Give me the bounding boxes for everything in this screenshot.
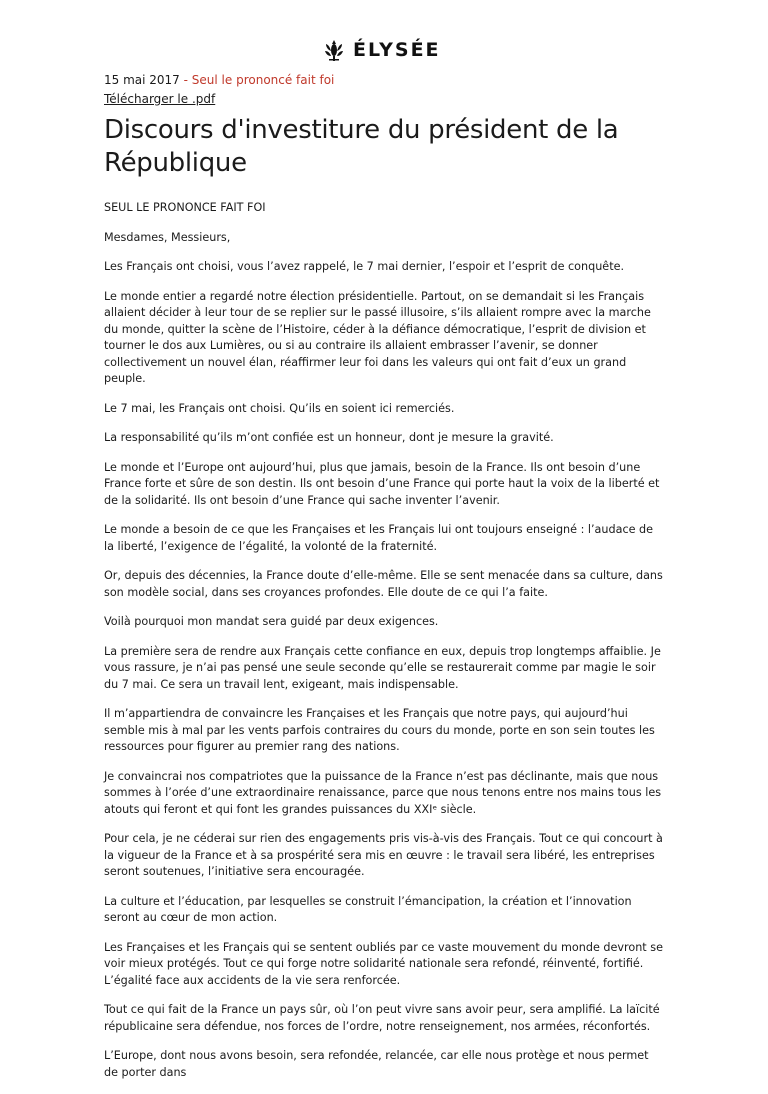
speech-paragraph: Le 7 mai, les Français ont choisi. Qu’ils en soient ici remerciés. xyxy=(104,401,455,415)
page-title: Discours d'investiture du président de la République xyxy=(104,115,619,178)
publish-date: 15 mai 2017 xyxy=(104,73,180,87)
speech-paragraph: Les Françaises et les Français qui se sentent oubliés par ce vaste mouvement du monde devront se voir mieux protégés. Tout ce qui forge notre solidarité nationale sera refondé, réinventé, fortifié. L’égalité face aux accidents de la vie sera renforcée. xyxy=(104,940,663,987)
speech-paragraph: Le monde a besoin de ce que les Françaises et les Français lui ont toujours enseigné : l’audace de la liberté, l’exigence de l’égalité, la volonté de la fraternité. xyxy=(104,523,654,553)
speech-body xyxy=(104,200,664,1081)
meta-separator: - xyxy=(179,73,192,87)
speech-paragraph: Il m’appartiendra de convaincre les Françaises et les Français que notre pays, qui aujourd’hui semble mis à mal par les vents parfois contraires du cours du monde, porte en son sein toutes les ressources pour figurer au premier rang des nations. xyxy=(104,707,655,753)
speech-paragraph: Tout ce qui fait de la France un pays sûr, où l’on peut vivre sans avoir peur, sera amplifié. La laïcité républicaine sera défendue, nos forces de l’ordre, notre renseignement, nos armées, réconfortés. xyxy=(104,1003,660,1033)
elysee-logo[interactable] xyxy=(323,38,441,62)
speech-paragraph: Les Français ont choisi, vous l’avez rappelé, le 7 mai dernier, l’espoir et l’esprit de conquête. xyxy=(104,260,625,273)
site-header xyxy=(104,0,664,64)
speech-paragraph: Le monde entier a regardé notre élection présidentielle. Partout, on se demandait si les Français allaient décider à leur tour de se replier sur le passé illusoire, s’ils allaient rompre avec la marche du monde, quitter la scène de l’Histoire, céder à la défiance démocratique, l’esprit de division et tourner le dos aux Lumières, ou si au contraire ils allaient embrasser l’avenir, se donner collectivement un nouvel élan, réaffirmer leur foi dans les valeurs qui ont fait d’eux un grand peuple. xyxy=(104,289,651,385)
speech-paragraph: La culture et l’éducation, par lesquelles se construit l’émancipation, la création et l’innovation seront au cœur de mon action. xyxy=(104,894,632,924)
speech-paragraph: SEUL LE PRONONCE FAIT FOI xyxy=(104,201,266,214)
category-tag[interactable]: Seul le prononcé fait foi xyxy=(191,73,335,87)
article-meta xyxy=(104,72,664,88)
speech-paragraph: La responsabilité qu’ils m’ont confiée est un honneur, dont je mesure la gravité. xyxy=(104,431,554,444)
elysee-emblem-icon xyxy=(323,38,345,62)
speech-paragraph: Pour cela, je ne céderai sur rien des engagements pris vis-à-vis des Français. Tout ce qui concourt à la vigueur de la France et à sa prospérité sera mis en œuvre : le travail sera libéré, les entreprises seront soutenues, l’initiative sera encouragée. xyxy=(104,832,663,878)
speech-paragraph: Mesdames, Messieurs, xyxy=(104,230,231,244)
speech-paragraph: Or, depuis des décennies, la France doute d’elle-même. Elle se sent menacée dans sa culture, dans son modèle social, dans ses croyances profondes. Elle doute de ce qui l’a faite. xyxy=(104,569,663,599)
logo-text: ÉLYSÉE xyxy=(353,39,441,61)
document-page xyxy=(104,0,664,1094)
speech-paragraph: L’Europe, dont nous avons besoin, sera refondée, relancée, car elle nous protège et nous permet de porter dans xyxy=(104,1049,649,1079)
download-pdf-link[interactable]: Télécharger le .pdf xyxy=(104,92,216,106)
speech-paragraph: Je convaincrai nos compatriotes que la puissance de la France n’est pas déclinante, mais que nous sommes à l’orée d’une extraordinaire renaissance, parce que nous tenons entre nos mains tous les atouts qui feront et qui font les grandes puissances du XXIᵉ siècle. xyxy=(104,769,662,816)
speech-paragraph: Voilà pourquoi mon mandat sera guidé par deux exigences. xyxy=(104,615,439,628)
speech-paragraph: La première sera de rendre aux Français cette confiance en eux, depuis trop longtemps affaiblie. Je vous rassure, je n’ai pas pensé une seule seconde qu’elle se restaurerait comme par magie le soir du 7 mai. Ce sera un travail lent, exigeant, mais indispensable. xyxy=(104,644,661,691)
speech-paragraph: Le monde et l’Europe ont aujourd’hui, plus que jamais, besoin de la France. Ils ont besoin d’une France forte et sûre de son destin. Ils ont besoin d’une France qui porte haut la voix de la liberté et de la solidarité. Ils ont besoin d’une France qui sache inventer l’avenir. xyxy=(104,460,660,507)
